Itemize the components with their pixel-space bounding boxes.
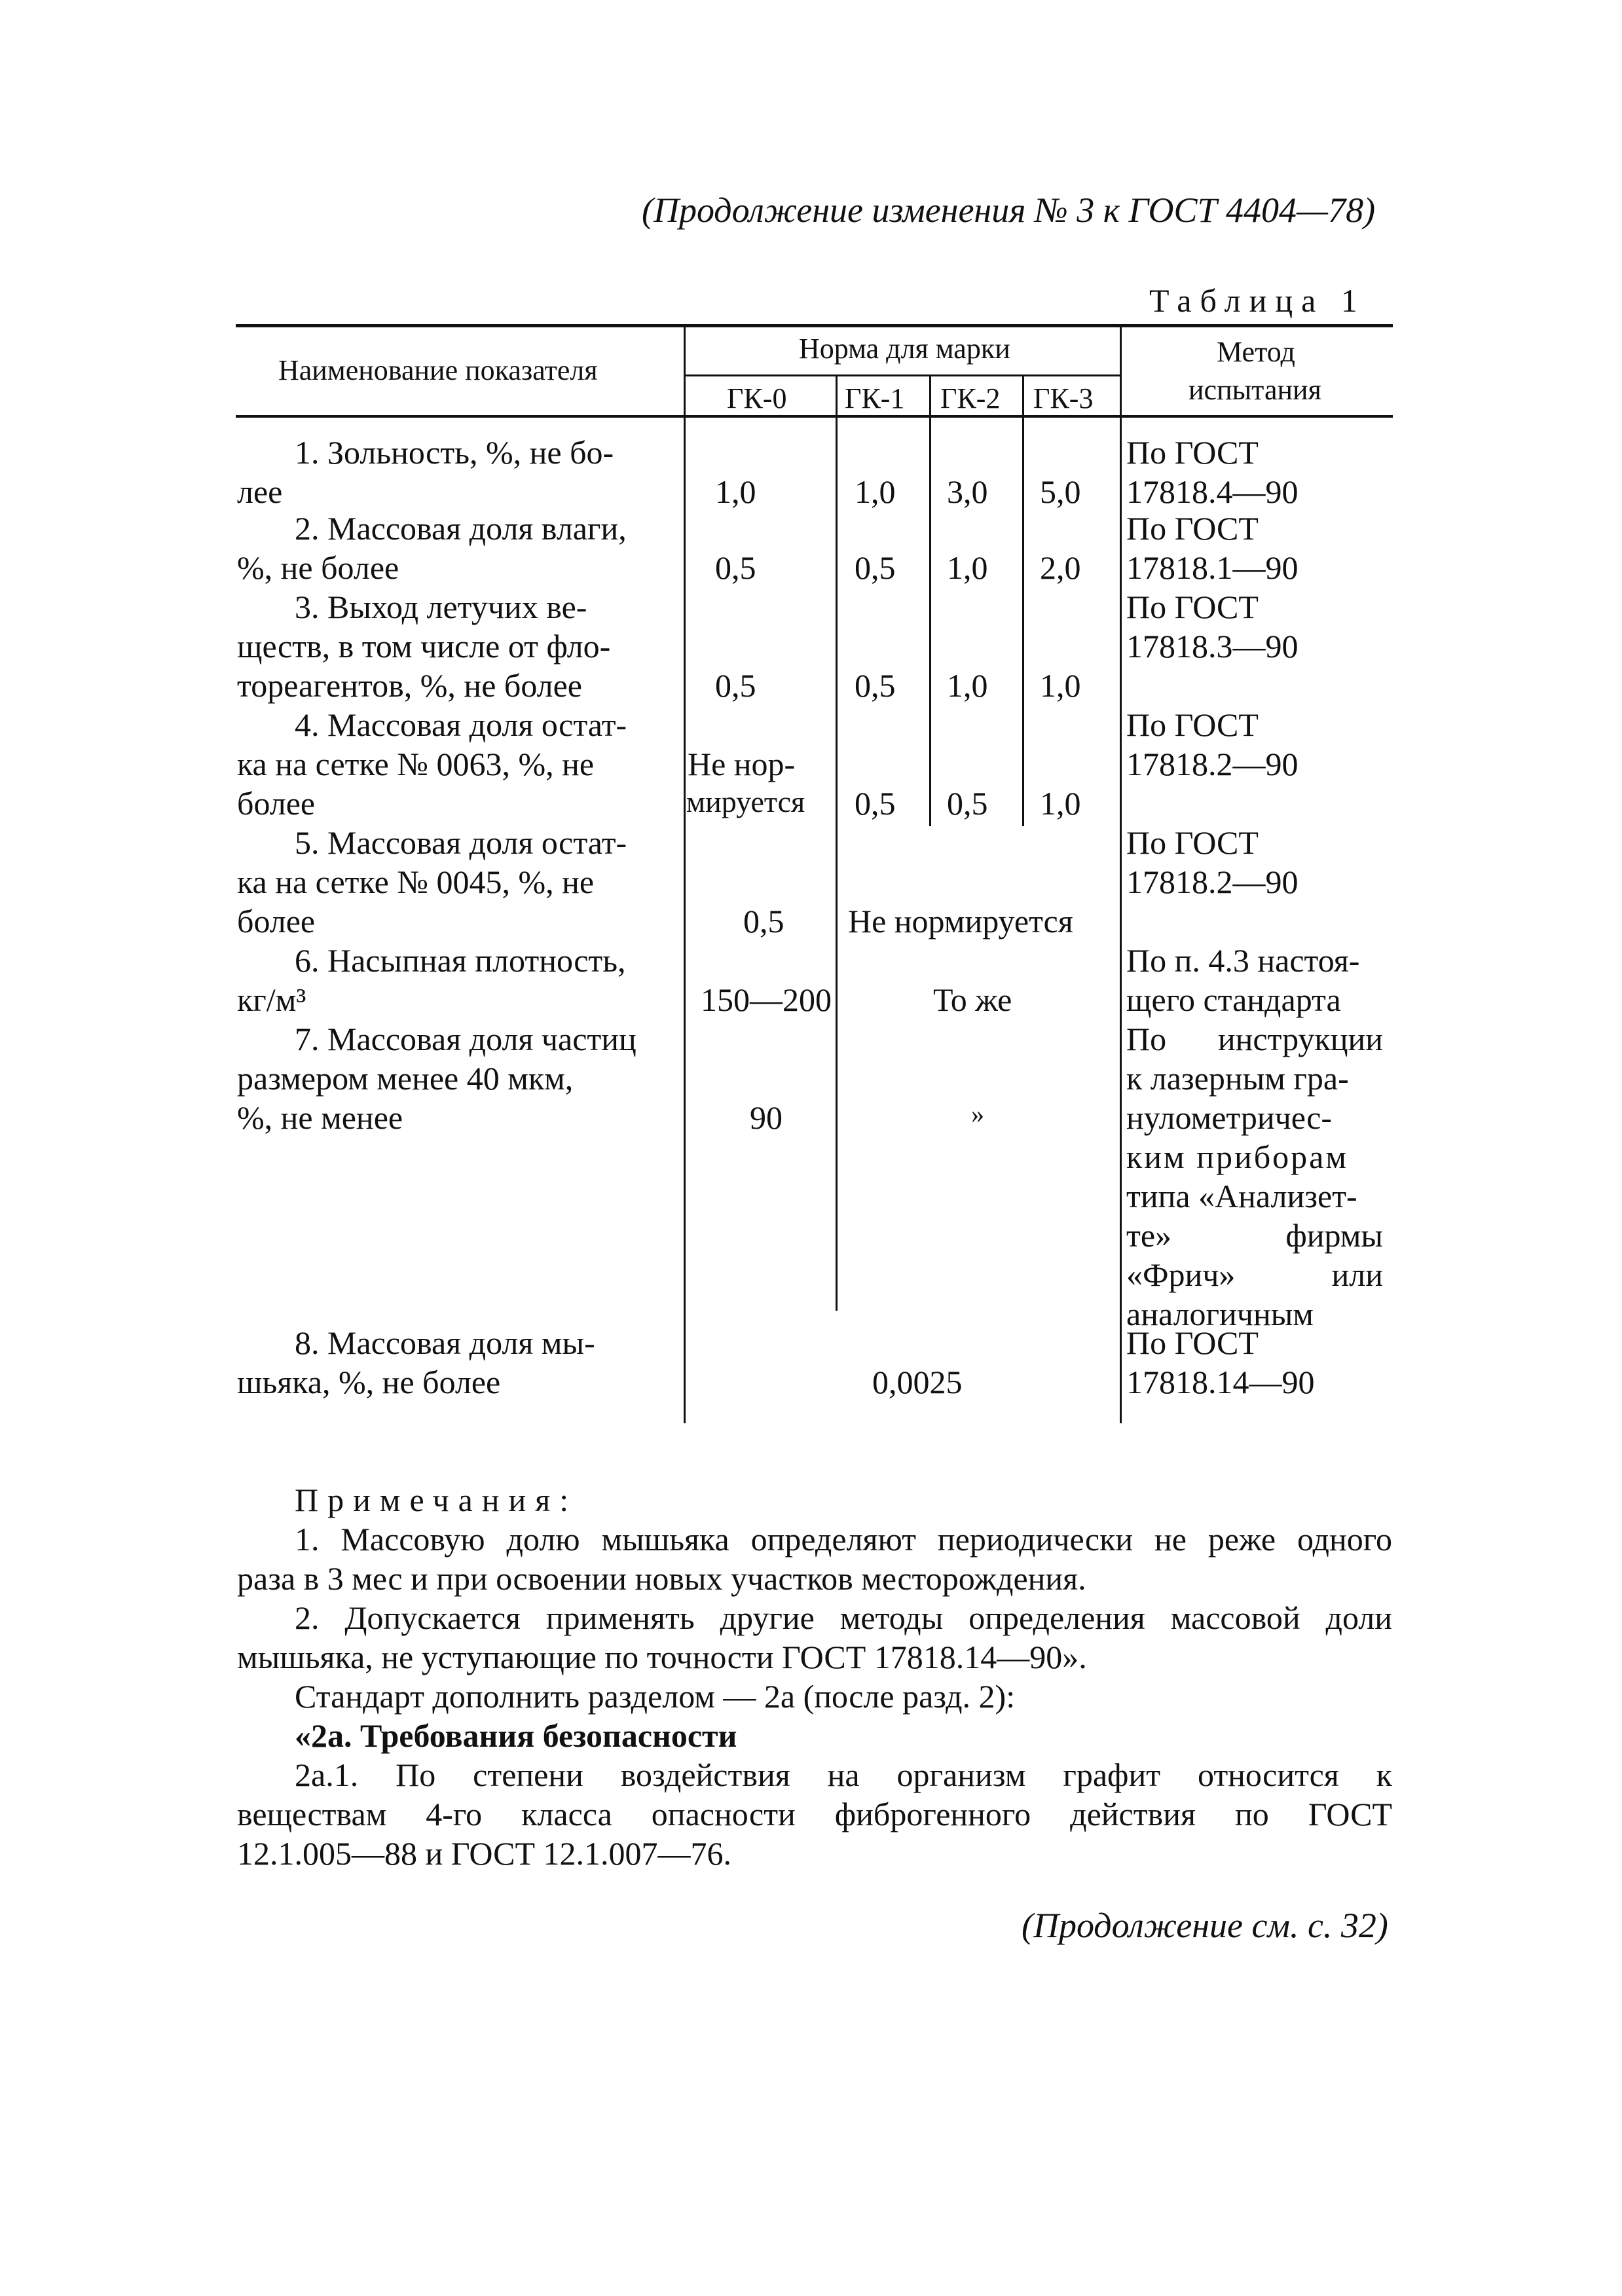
method-line-13: По инструкции (1126, 1021, 1383, 1057)
method-line-11: По п. 4.3 настоя- (1126, 942, 1360, 979)
grade-divider-2 (929, 376, 931, 826)
table-title: Таблица 1 (1149, 282, 1366, 319)
r3-gk2: 1,0 (947, 667, 988, 704)
r4-gk3: 1,0 (1040, 785, 1081, 822)
header-name: Наименование показателя (278, 354, 598, 386)
name-line-12: ка на сетке № 0045, %, не (237, 864, 595, 900)
section-para-line-2: веществам 4-го класса опасности фиброгенного действия по ГОСТ (237, 1796, 1392, 1832)
r8-all: 0,0025 (872, 1364, 963, 1400)
method-line-16: ким приборам (1126, 1139, 1348, 1175)
r4-gk0-line2: мируется (686, 785, 805, 818)
r1-gk3: 5,0 (1040, 473, 1081, 510)
name-line-2: лее (237, 473, 283, 510)
method-line-7: По ГОСТ (1126, 706, 1259, 743)
name-line-4: %, не более (237, 549, 399, 586)
header-method-2: испытания (1189, 374, 1321, 406)
name-line-10: более (237, 785, 316, 822)
r3-gk1: 0,5 (855, 667, 896, 704)
method-line-18: те» фирмы (1126, 1217, 1383, 1254)
r2-gk0: 0,5 (715, 549, 756, 586)
r2-gk2: 1,0 (947, 549, 988, 586)
header-method-1: Метод (1217, 336, 1295, 368)
method-line-20: аналогичным (1126, 1296, 1314, 1332)
name-line-3: 2. Массовая доля влаги, (295, 510, 627, 547)
r1-gk2: 3,0 (947, 473, 988, 510)
note-line-2: раза в 3 мес и при освоении новых участков месторождения. (237, 1560, 1086, 1597)
name-line-1: 1. Зольность, %, не бо- (295, 434, 614, 471)
name-line-14: 6. Насыпная плотность, (295, 942, 626, 979)
note-line-4: мышьяка, не уступающие по точности ГОСТ 17818.14—90». (237, 1639, 1087, 1675)
r5-rest: Не нормируется (848, 903, 1073, 939)
header-bottom-rule (236, 415, 1393, 418)
method-line-8: 17818.2—90 (1126, 746, 1299, 782)
name-line-6: ществ, в том числе от фло- (237, 628, 611, 665)
name-line-13: более (237, 903, 316, 939)
method-line-15: нулометричес- (1126, 1099, 1333, 1136)
method-line-1: По ГОСТ (1126, 434, 1259, 471)
name-line-8: 4. Массовая доля остат- (295, 706, 627, 743)
section-heading: «2а. Требования безопасности (295, 1717, 737, 1754)
section-para-line-1: 2а.1. По степени воздействия на организм графит относится к (295, 1757, 1392, 1793)
method-line-4: 17818.1—90 (1126, 549, 1299, 586)
note-line-3: 2. Допускается применять другие методы определения массовой доли (295, 1599, 1392, 1636)
method-line-12: щего стандарта (1126, 981, 1341, 1018)
method-line-9: По ГОСТ (1126, 824, 1259, 861)
r3-gk3: 1,0 (1040, 667, 1081, 704)
r7-rest: » (971, 1099, 984, 1129)
name-line-17: размером менее 40 мкм, (237, 1060, 574, 1097)
col-divider-name (684, 326, 686, 1423)
grade-gk0: ГК-0 (727, 382, 787, 414)
page-header: (Продолжение изменения № 3 к ГОСТ 4404—78) (642, 191, 1376, 230)
r5-gk0: 0,5 (743, 903, 784, 939)
method-line-14: к лазерным гра- (1126, 1060, 1349, 1097)
r4-gk1: 0,5 (855, 785, 896, 822)
method-line-19: «Фрич» или (1126, 1256, 1383, 1293)
method-line-2: 17818.4—90 (1126, 473, 1299, 510)
grade-divider-1 (836, 376, 838, 1311)
name-line-15: кг/м³ (237, 981, 306, 1018)
grade-gk1: ГК-1 (845, 382, 905, 414)
body-line-1: Стандарт дополнить разделом — 2а (после разд. 2): (295, 1678, 1016, 1715)
notes-title: Примечания: (295, 1482, 578, 1518)
r4-gk2: 0,5 (947, 785, 988, 822)
name-line-9: ка на сетке № 0063, %, не (237, 746, 595, 782)
page-footer: (Продолжение см. с. 32) (1022, 1906, 1388, 1945)
grade-gk3: ГК-3 (1033, 382, 1094, 414)
grade-divider-3 (1022, 376, 1024, 826)
name-line-16: 7. Массовая доля частиц (295, 1021, 636, 1057)
method-line-22: 17818.14—90 (1126, 1364, 1315, 1400)
r1-gk1: 1,0 (855, 473, 896, 510)
name-line-20: шьяка, %, не более (237, 1364, 501, 1400)
grades-rule (685, 374, 1121, 376)
method-line-3: По ГОСТ (1126, 510, 1259, 547)
method-line-5: По ГОСТ (1126, 589, 1259, 625)
r2-gk1: 0,5 (855, 549, 896, 586)
r7-gk0: 90 (750, 1099, 783, 1136)
table-top-rule (236, 324, 1393, 327)
method-line-21: По ГОСТ (1126, 1324, 1259, 1361)
header-norm: Норма для марки (799, 333, 1010, 365)
name-line-5: 3. Выход летучих ве- (295, 589, 587, 625)
name-line-18: %, не менее (237, 1099, 403, 1136)
method-line-17: типа «Анализет- (1126, 1178, 1357, 1214)
col-divider-method (1120, 326, 1122, 1423)
method-line-10: 17818.2—90 (1126, 864, 1299, 900)
r3-gk0: 0,5 (715, 667, 756, 704)
grade-gk2: ГК-2 (940, 382, 1001, 414)
r1-gk0: 1,0 (715, 473, 756, 510)
section-para-line-3: 12.1.005—88 и ГОСТ 12.1.007—76. (237, 1835, 732, 1872)
name-line-7: тореагентов, %, не более (237, 667, 583, 704)
r2-gk3: 2,0 (1040, 549, 1081, 586)
r4-gk0-line1: Не нор- (688, 746, 796, 782)
method-line-6: 17818.3—90 (1126, 628, 1299, 665)
name-line-11: 5. Массовая доля остат- (295, 824, 627, 861)
note-line-1: 1. Массовую долю мышьяка определяют периодически не реже одного (295, 1521, 1392, 1558)
r6-gk0: 150—200 (701, 981, 832, 1018)
r6-rest: То же (933, 981, 1012, 1018)
name-line-19: 8. Массовая доля мы- (295, 1324, 595, 1361)
